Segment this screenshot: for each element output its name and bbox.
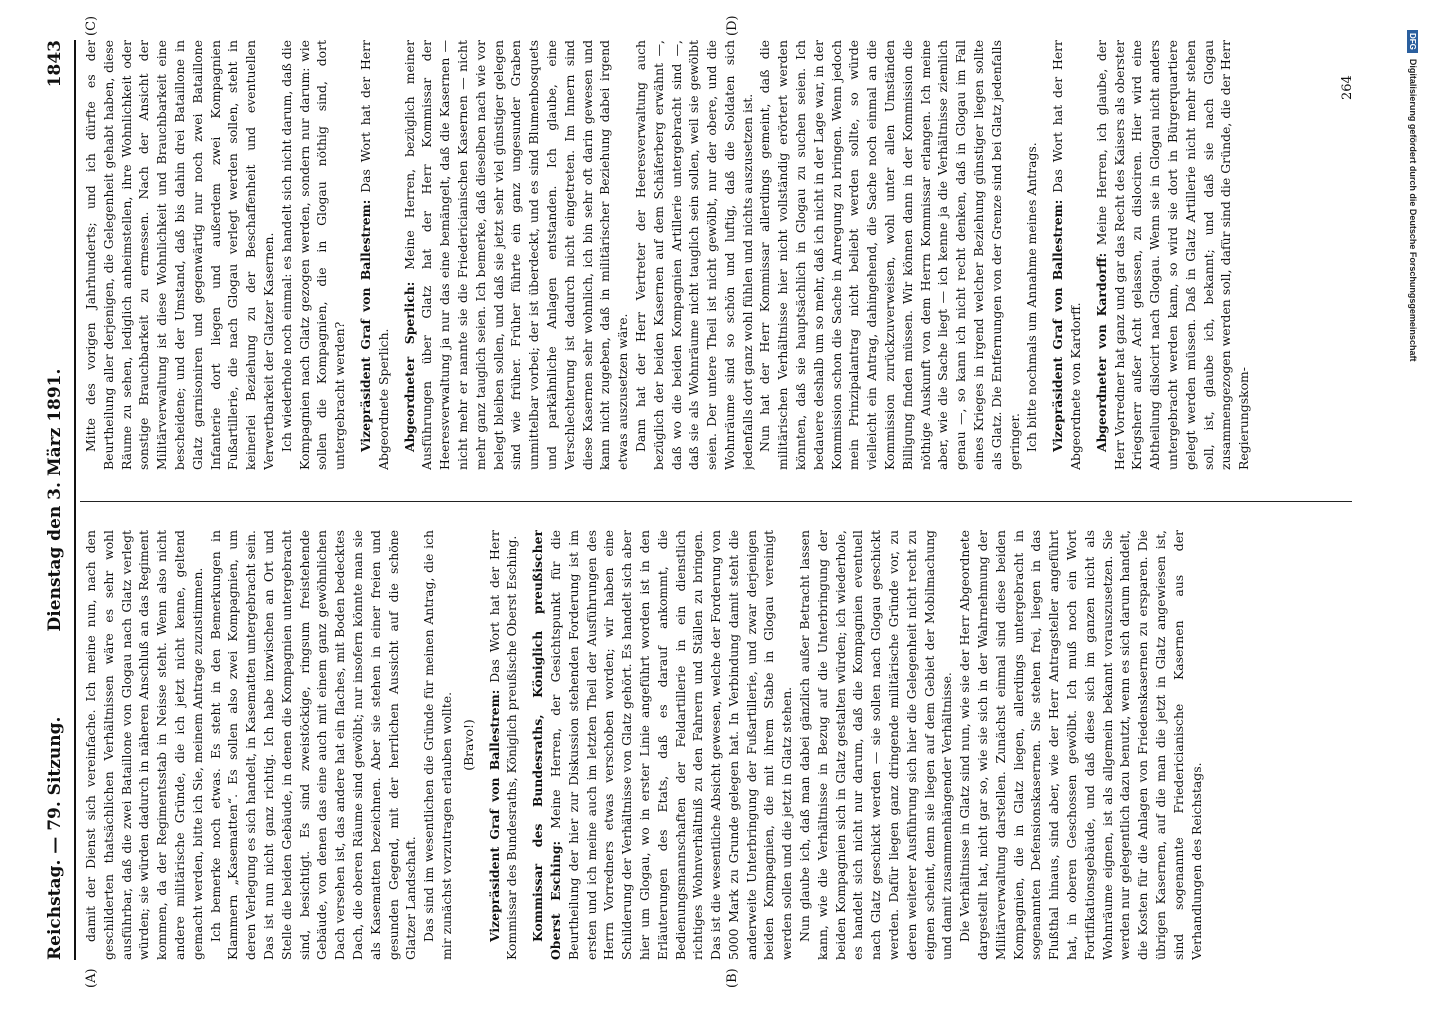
paragraph: Das sind im wesentlichen die Gründe für meinen Antrag, die ich mir zunächst vorzutragen erlauben wollte.	[421, 530, 454, 960]
speaker-name: Vizepräsident Graf von Ballestrem:	[357, 199, 373, 452]
margin-marker-b: (B)	[725, 968, 740, 988]
speaker-name: Vizepräsident Graf von Ballestrem:	[486, 689, 502, 942]
speaker-paragraph	[486, 530, 522, 960]
paragraph: damit der Dienst sich vereinfache. Ich meine nun, nach den geschilderten thatsächlichen Verhältnissen wäre es sehr wohl ausführbar, daß die zwei Bataillone von Glogau nach Glatz verlegt würden; sie würden dadurch in näheren Anschluß an das Regiment kommen, da der Regimentsstab in Neisse steht. Wenn also nicht andere militärische Gründe, die ich jetzt nicht kenne, geltend gemacht werden, bitte ich Sie, meinem Antrage zuzustimmen.	[83, 530, 205, 960]
paragraph: Nun hat der Herr Kommissar allerdings gemeint, daß die militärischen Verhältnisse hier nicht vollständig erörtert werden könnten, daß sie hauptsächlich in Glogau zu suchen seien. Ich bedauere deshalb um so mehr, daß ich nicht in der Lage war, in der Kommission schon die Sache in Anregung zu bringen. Wenn jedoch mein Prinzipalantrag nicht beliebt werden sollte, so würde vielleicht ein Antrag, dahingehend, die Sache noch einmal an die Kommission zurückzuverweisen, wohl unter allen Umständen Billigung finden müssen. Wir können dann in der Kommission die nöthige Auskunft von dem Herrn Kommissar erlangen. Ich meine aber, wie die Sache liegt — ich kenne ja die Verhältnisse ziemlich genau —, so kann ich nicht recht denken, daß in Glogau im Fall eines Krieges in irgend welcher Beziehung günstiger liegen sollte als Glatz. Die Entfernungen von der Grenze sind bei Glatz jedenfalls geringer.	[757, 40, 1022, 470]
speaker-paragraph	[529, 530, 796, 960]
applause-note: (Bravo!)	[460, 719, 476, 771]
header-page-number: 1843	[45, 40, 65, 88]
speaker-paragraph	[357, 40, 393, 470]
speech-text: Meine Herren, ich glaube, der Herr Vorredner hat ganz und gar das Recht des Kaisers als oberster Kriegsherr außer Acht gelassen, zu dislociren. Hier wird eine Abtheilung dislocirt nach Glogau. Wenn sie in Glogau nicht anders untergebracht werden kann, so wird sie dort in Bürgerquartiere gelegt werden müssen. Daß in Glatz Artillerie nicht mehr stehen soll, ist, glaube ich, bekannt; und daß sie nach Glogau zusammengezogen werden soll, dafür sind die Gründe, die der Herr Regierungskom-	[1093, 40, 1252, 470]
folio-number: 264	[1340, 75, 1355, 100]
page-header	[45, 40, 71, 960]
speaker-paragraph	[401, 40, 632, 470]
header-rule	[74, 40, 76, 960]
column-divider	[80, 501, 1352, 502]
speaker-paragraph	[1093, 40, 1253, 470]
left-column	[82, 530, 1352, 960]
digitization-credit	[1406, 30, 1418, 1030]
header-session: Reichstag. — 79. Sitzung.	[45, 716, 65, 960]
speech-text: Das Wort hat der Herr Kommissar des Bundesraths, Königlich preußische Oberst Esching.	[486, 530, 520, 960]
paragraph: Nun glaube ich, daß man dabei gänzlich außer Betracht lassen kann, wie die Verhältnisse in Bezug auf die Unterbringung der beiden Kompagnien sich in Glatz gestalten würden; ich wiederhole, es handelt sich nicht nur darum, daß die Kompagnien eventuell nach Glatz geschickt werden — sie sollen nach Glogau geschickt werden. Dafür liegen ganz dringende militärische Gründe vor, zu deren weiterer Ausführung sich hier die Gelegenheit nicht recht zu eignen scheint, denn sie liegen auf dem Gebiet der Mobilmachung und damit zusammenhängender Verhältnisse.	[797, 530, 955, 960]
paragraph: Mitte des vorigen Jahrhunderts; und ich dürfte es der Beurtheilung aller derjenigen, die Gelegenheit gehabt haben, diese Räume zu sehen, lediglich anheimstellen, ihre Wohnlichkeit oder sonstige Brauchbarkeit zu ermessen. Nach der Ansicht der Militärverwaltung ist diese Wohnlichkeit und Brauchbarkeit eine bescheidene; und der Umstand, daß bis dahin drei Bataillone in Glatz garnisoniren und gegenwärtig nur noch zwei Bataillone Infanterie dort liegen und außerdem zwei Kompagnien Fußartillerie, die nach Glogau verlegt werden sollen, steht in keinerlei Beziehung zu der Beschaffenheit und eventuellen Verwertbarkeit der Glatzer Kasernen.	[83, 40, 276, 470]
dfg-logo: DFG	[1407, 30, 1418, 53]
speaker-name: Abgeordneter Sperlich:	[401, 281, 417, 452]
paragraph: Ich bemerke noch etwas. Es steht in den Bemerkungen in Klammern „Kasematten“. Es sollen also zwei Kompagnien, um deren Verlegung es sich handelt, in Kasematten untergebracht sein. Das ist nun nicht ganz richtig. Ich habe inzwischen an Ort und Stelle die beiden Gebäude, in denen die Kompagnien untergebracht sind, besichtigt. Es sind zweistöckige, ringsum freistehende Gebäude, von denen das eine auch mit einem ganz gewöhnlichen Dach versehen ist, das andere hat ein flaches, mit Boden bedecktes Dach, die oberen Räume sind gewölbt; nur insofern könnte man sie als Kasematten bezeichnen. Aber sie stehen in einer freien und gesunden Gegend, mit der herrlichen Aussicht auf die schöne Glatzer Landschaft.	[207, 530, 419, 960]
speech-text: Das Wort hat der Herr Abgeordnete Sperlich.	[357, 40, 391, 470]
header-date: Dienstag den 3. März 1891.	[45, 368, 65, 632]
margin-marker-d: (D)	[725, 15, 740, 36]
speech-text: Meine Herren, bezüglich meiner Ausführungen über Glatz hat der Herr Kommissar der Heeresverwaltung ja nur das eine bemängelt, daß die Kasernen — nicht mehr er nannte sie die Friedericianischen Kasernen — nicht mehr ganz tauglich seien. Ich bemerke, daß dieselben nach wie vor belegt bleiben sollen, und daß sie jetzt sehr viel günstiger gelegen sind wie früher. Früher führte ein ganz ungesunder Graben unmittelbar vorbei; der ist überdeckt, und es sind Blumenbosquets und parkähnliche Anlagen entstanden. Ich glaube, eine Verschlechterung ist dadurch nicht eingetreten. Im Innern sind diese Kasernen sehr wohnlich, ich bin sehr oft darin gewesen und kann nicht zugeben, daß in militärischer Beziehung dabei irgend etwas auszusetzen wäre.	[401, 40, 631, 470]
speaker-name: Kommissar des Bundesraths, Königlich preußischer Oberst Esching:	[530, 530, 563, 960]
speech-text: Das Wort hat der Herr Abgeordnete von Kardorff.	[1050, 40, 1084, 470]
margin-marker-a: (A)	[84, 968, 99, 988]
right-column	[82, 40, 1352, 470]
margin-marker-c: (C)	[84, 15, 99, 36]
speech-text: Meine Herren, der Gesichtspunkt für die Beurtheilung der hier zur Diskussion stehenden Forderung ist im ersten und ich meine auch im letzten Theil der Ausführungen des Herrn Vorredners etwas verschoben worden; wir haben eine Schilderung der Verhältnisse von Glatz gehört. Es handelt sich aber hier um Glogau, wo in erster Linie angeführt worden ist in den Erläuterungen des Etats, daß es darauf ankommt, die Bedienungsmannschaften der Feldartillerie in ein dienstlich richtiges Wohnverhältniß zu den Fahrern und Ställen zu bringen. Das ist die wesentliche Absicht gewesen, welche der Forderung von 5000 Mark zu Grunde gelegen hat. In Verbindung damit steht die anderweite Unterbringung der Fußartillerie, und zwar derjenigen beiden Kompagnien, die mit ihrem Stabe in Glogau vereinigt werden sollen und die jetzt in Glatz stehen.	[547, 530, 795, 960]
paragraph: Ich wiederhole noch einmal: es handelt sich nicht darum, daß die Kompagnien nach Glatz gezogen werden, sondern nur darum: wie sollen die Kompagnien, die in Glogau nöthig sind, dort untergebracht werden?	[278, 40, 348, 470]
credit-text: Digitalisierung gefördert durch die Deutsche Forschungsgemeinschaft	[1408, 58, 1418, 362]
paragraph: Dann hat der Herr Vertreter der Heeresverwaltung auch bezüglich der beiden Kasernen auf dem Schäferberg erwähnt —, daß wo die beiden Kompagnien Artillerie untergebracht sind —, daß sie als Wohnräume nicht tauglich sein sollen, weil sie gewölbt seien. Der untere Theil ist nicht gewölbt, nur der obere, und die Wohnräume sind so schön und luftig, daß die Soldaten sich jedenfalls dort ganz wohl fühlen und nichts auszusetzen ist.	[632, 40, 755, 470]
speaker-name: Vizepräsident Graf von Ballestrem:	[1050, 199, 1066, 452]
speaker-paragraph	[1049, 40, 1085, 470]
paragraph: Die Verhältnisse in Glatz sind nun, wie sie der Herr Abgeordnete dargestellt hat, nicht gar so, wie sie sich in der Wahrnehmung der Militärverwaltung darstellen. Zunächst einmal sind diese beiden Kompagnien, die in Glatz liegen, allerdings untergebracht in sogenannten Defensionskasernen. Sie stehen frei, liegen in das Flußthal hinaus, sind aber, wie der Herr Antragsteller angeführt hat, in oberen Geschossen gewölbt. Ich muß noch ein Wort Fortifikationsgebäude, und daß diese sich im ganzen nicht als Wohnräume eignen, ist als allgemein bekannt vorauszusetzen. Sie werden nur gelegentlich dazu benutzt, wenn es sich darum handelt, die Kosten für die Anlagen von Friedenskasernen zu ersparen. Die übrigen Kasernen, auf die man die jetzt in Glatz angewiesen ist, sind sogenannte Friedericianische Kasernen aus der Verhandlungen des Reichstags.	[957, 530, 1204, 960]
paragraph: Ich bitte nochmals um Annahme meines Antrags.	[1024, 142, 1040, 452]
speaker-name: Abgeordneter von Kardorff:	[1093, 252, 1109, 452]
